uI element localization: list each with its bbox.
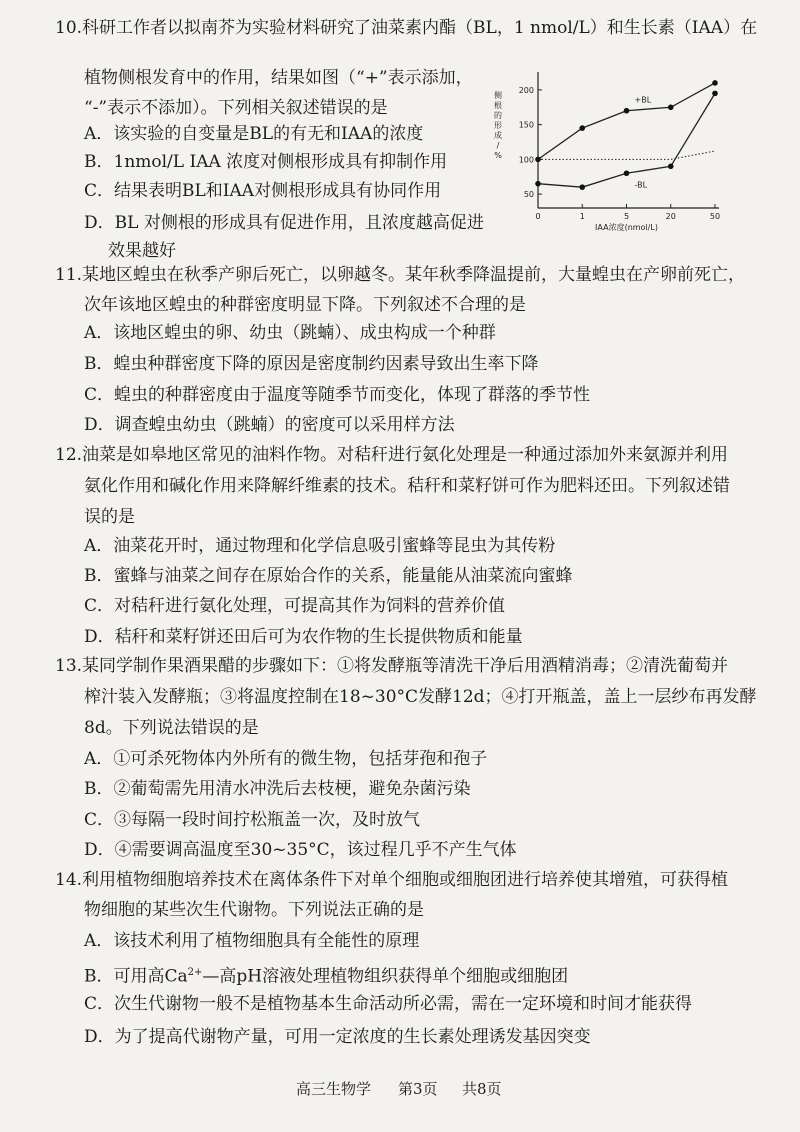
question-stem-line: “-”表示不添加）。下列相关叙述错误的是 <box>84 98 388 118</box>
option-c: C．蝗虫的种群密度由于温度等随季节而变化，体现了群落的季节性 <box>84 385 591 405</box>
question-number: 13.某同学制作果酒果醋的步骤如下：①将发酵瓶等清洗干净后用酒精消毒；②清洗葡萄并 <box>55 656 729 676</box>
option-b: B．1nmol/L IAA 浓度对侧根形成具有抑制作用 <box>84 152 448 172</box>
question-number: 12.油菜是如皋地区常见的油料作物。对秸秆进行氨化处理是一种通过添加外来氨源并利用 <box>55 445 729 465</box>
x-tick-label: 0 <box>535 212 541 221</box>
series-label: +BL <box>634 95 652 105</box>
option-b: B．②葡萄需先用清水冲洗后去枝梗，避免杂菌污染 <box>84 779 471 799</box>
data-point <box>668 104 674 110</box>
y-tick-label: 100 <box>518 155 534 165</box>
question-stem-line: 某地区蝗虫在秋季产卵后死亡，以卵越冬。某年秋季降温提前，大量蝗虫在产卵前死亡， <box>82 265 746 285</box>
series-label: -BL <box>634 180 648 190</box>
question-stem-line: 油菜是如皋地区常见的油料作物。对秸秆进行氨化处理是一种通过添加外来氨源并利用 <box>82 445 729 465</box>
question-stem-line: 植物侧根发育中的作用，结果如图（“+”表示添加， <box>84 68 473 88</box>
question-stem-line: 氨化作用和碱化作用来降解纤维素的技术。秸秆和菜籽饼可作为肥料还田。下列叙述错 <box>84 476 730 496</box>
option-c: C．对秸秆进行氨化处理，可提高其作为饲料的营养价值 <box>84 596 506 616</box>
x-tick-label: 50 <box>709 212 721 221</box>
question-stem-line: 8d。下列说法错误的是 <box>84 718 259 738</box>
lateral-root-chart <box>490 68 740 253</box>
x-tick-label: 1 <box>579 212 585 221</box>
option-b: B．蝗虫种群密度下降的原因是密度制约因素导致出生率下降 <box>84 354 539 374</box>
x-tick-label: 20 <box>665 212 676 221</box>
option-b: B．可用高$Ca^{2+}—$高pH溶液处理植物组织获得单个细胞或细胞团 <box>84 966 569 987</box>
question-stem-line: 利用植物细胞培养技术在离体条件下对单个细胞或细胞团进行培养使其增殖，可获得植 <box>82 870 729 890</box>
data-point <box>624 170 630 176</box>
option-b: B．蜜蜂与油菜之间存在原始合作的关系，能量能从油菜流向蜜蜂 <box>84 566 573 586</box>
x-axis-label: IAA浓度(nmol/L) <box>595 223 658 232</box>
option-d: D．秸秆和菜籽饼还田后可为农作物的生长提供物质和能量 <box>84 627 523 647</box>
data-point <box>712 80 718 86</box>
option-c: C．结果表明BL和IAA对侧根形成具有协同作用 <box>84 181 442 201</box>
data-point <box>712 91 718 97</box>
option-c: C．次生代谢物一般不是植物基本生命活动所必需，需在一定环境和时间才能获得 <box>84 994 693 1014</box>
data-point <box>624 108 630 114</box>
series-line <box>538 151 715 159</box>
x-tick-label: 5 <box>623 212 630 221</box>
footer-subject: 高三生物学 <box>296 1080 372 1098</box>
y-tick-label: 200 <box>518 85 534 95</box>
question-number: 14.利用植物细胞培养技术在离体条件下对单个细胞或细胞团进行培养使其增殖，可获得植 <box>55 870 729 890</box>
question-number: 10.科研工作者以拟南芥为实验材料研究了油菜素内酯（BL，1 nmol/L）和生长素（IAA）在 <box>55 18 758 38</box>
series-line <box>538 83 715 159</box>
question-stem-line: 误的是 <box>84 507 135 527</box>
question-stem-line: 某同学制作果酒果醋的步骤如下：①将发酵瓶等清洗干净后用酒精消毒；②清洗葡萄并 <box>82 656 729 676</box>
y-axis-label: 侧根的形成/ % <box>494 91 502 160</box>
option-a: A．油菜花开时，通过物理和化学信息吸引蜜蜂等昆虫为其传粉 <box>84 536 556 556</box>
option-d: D．④需要调高温度至30~35°C，该过程几乎不产生气体 <box>84 840 517 860</box>
option-c: C．③每隔一段时间拧松瓶盖一次，及时放气 <box>84 810 421 830</box>
option-d: D．为了提高代谢物产量，可用一定浓度的生长素处理诱发基因突变 <box>84 1027 591 1047</box>
question-stem-line: 次年该地区蝗虫的种群密度明显下降。下列叙述不合理的是 <box>84 295 526 315</box>
data-point <box>579 184 585 190</box>
data-point <box>668 164 674 170</box>
data-point <box>579 125 585 131</box>
question-number: 11.某地区蝗虫在秋季产卵后死亡，以卵越冬。某年秋季降温提前，大量蝗虫在产卵前死亡， <box>55 265 746 285</box>
option-d-continuation: 效果越好 <box>108 241 176 261</box>
question-stem-line: 榨汁装入发酵瓶；③将温度控制在18~30°C发酵12d；④打开瓶盖，盖上一层纱布再发酵 <box>84 687 757 707</box>
y-tick-label: 150 <box>518 120 534 130</box>
footer-total-pages: 共8页 <box>462 1080 502 1098</box>
option-a: A．①可杀死物体内外所有的微生物，包括芽孢和孢子 <box>84 749 488 769</box>
footer-page-number: 第3页 <box>398 1080 438 1098</box>
option-d: D．BL 对侧根的形成具有促进作用，且浓度越高促进 <box>84 213 484 233</box>
question-stem-line: 物细胞的某些次生代谢物。下列说法正确的是 <box>84 900 424 920</box>
option-a: A．该技术利用了植物细胞具有全能性的原理 <box>84 931 420 951</box>
option-a: A．该实验的自变量是BL的有无和IAA的浓度 <box>84 124 424 144</box>
data-point <box>535 181 541 187</box>
option-d: D．调查蝗虫幼虫（跳蝻）的密度可以采用样方法 <box>84 415 455 435</box>
y-tick-label: 50 <box>523 190 534 200</box>
question-stem-line: 科研工作者以拟南芥为实验材料研究了油菜素内酯（BL，1 nmol/L）和生长素（IAA）在 <box>82 18 758 38</box>
option-a: A．该地区蝗虫的卵、幼虫（跳蝻）、成虫构成一个种群 <box>84 323 496 343</box>
